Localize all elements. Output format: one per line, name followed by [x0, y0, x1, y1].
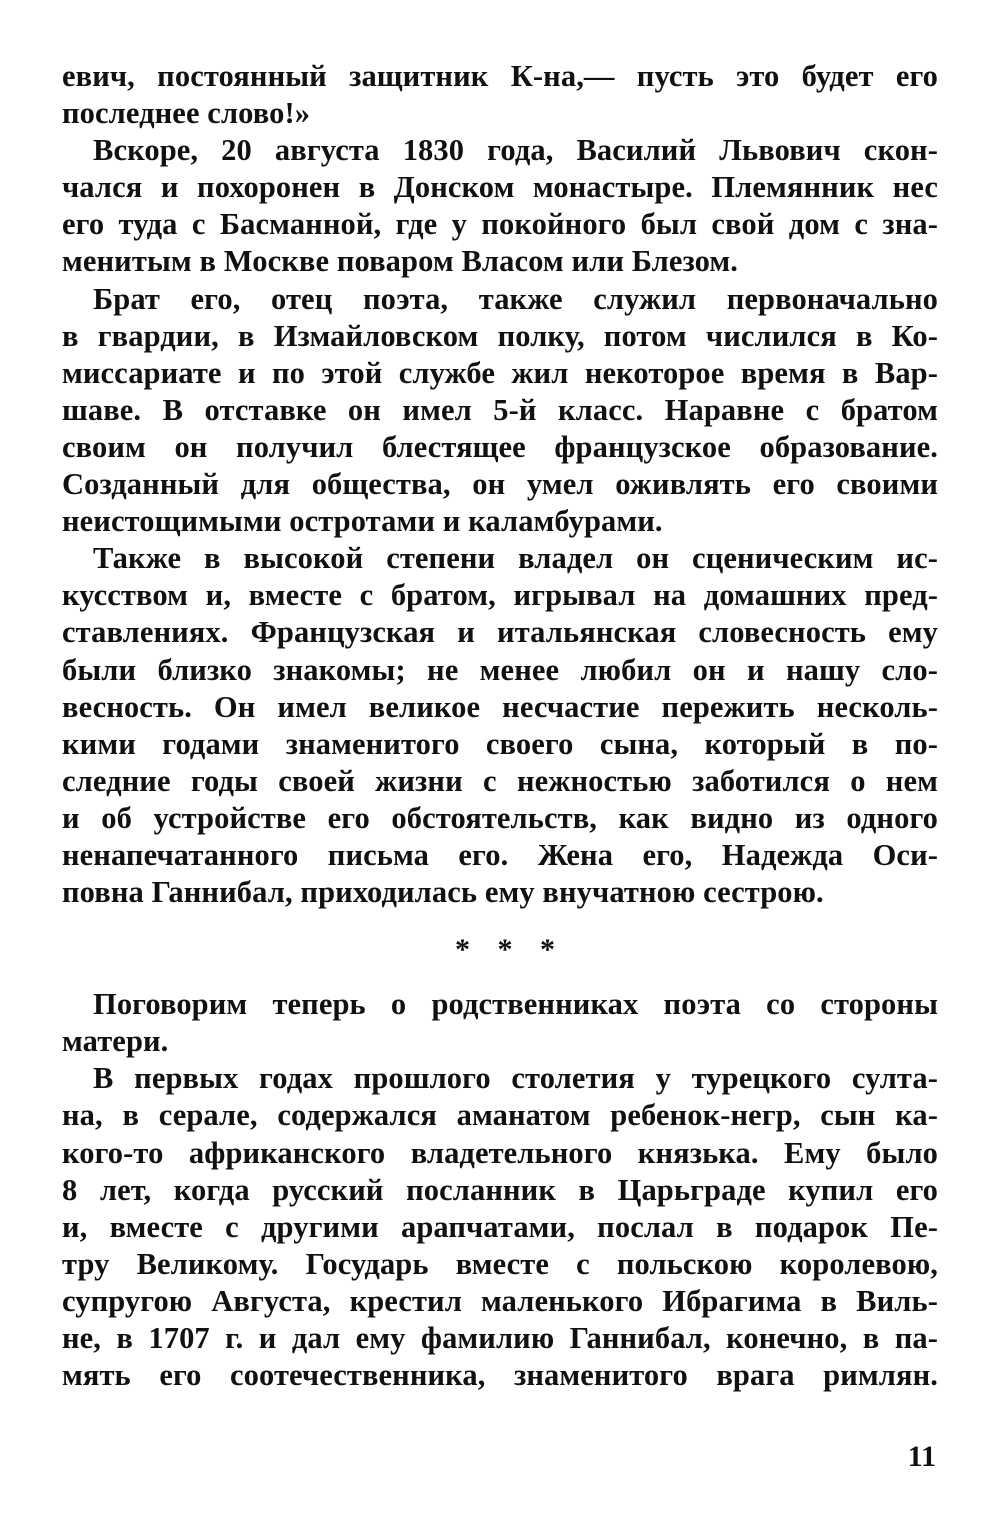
text-line: своим он получил блестящее французское образование. [62, 429, 938, 464]
text-line: кусством и, вместе с братом, игрывал на домашних пред- [62, 578, 938, 613]
paragraph [62, 540, 938, 911]
text-line: евич, постоянный защитник К-на,— пусть это будет его [62, 59, 938, 93]
text-line: В первых годах прошлого столетия у турецкого султа- [93, 1061, 938, 1096]
text-line: матери. [62, 1024, 169, 1059]
text-line: его туда с Басманной, где у покойного был свой дом с зна- [62, 207, 938, 242]
text-line: весность. Он имел великое несчастие пережить несколь- [62, 689, 938, 724]
text-line: Созданный для общества, он умел оживлять его своими [62, 467, 938, 502]
text-line: последнее слово!» [62, 96, 311, 131]
text-line: кого-то африканского владетельного князька. Ему было [62, 1135, 938, 1170]
text-line: 8 лет, когда русский посланник в Царьграде купил его [62, 1172, 938, 1207]
paragraph [62, 1060, 938, 1394]
paragraph [62, 281, 938, 541]
text-line: менитым в Москве поваром Власом или Блезом. [62, 244, 738, 279]
text-line: миссариате и по этой службе жил некоторое время в Вар- [62, 355, 938, 390]
paragraph [62, 986, 938, 1060]
text-line: и, вместе с другими арапчатами, послал в подарок Пе- [62, 1209, 938, 1244]
text-line: в гвардии, в Измайловском полку, потом числился в Ко- [62, 318, 938, 353]
text-line: супругою Августа, крестил маленького Ибрагима в Виль- [62, 1283, 938, 1318]
text-line: Поговорим теперь о родственниках поэта со стороны [93, 987, 938, 1022]
text-line: следние годы своей жизни с нежностью заботился о нем [62, 763, 938, 798]
text-line: чался и похоронен в Донском монастыре. Племянник нес [62, 170, 938, 205]
text-line: кими годами знаменитого своего сына, который в по- [62, 726, 938, 761]
text-line: неистощимыми остротами и каламбурами. [62, 504, 663, 539]
page-number: 11 [907, 1440, 936, 1473]
text-line: не, в 1707 г. и дал ему фамилию Ганнибал, конечно, в па- [62, 1321, 938, 1355]
paragraph [62, 58, 938, 132]
text-line: Также в высокой степени владел он сценическим ис- [93, 541, 938, 576]
text-line: повна Ганнибал, приходилась ему внучатною сестрою. [62, 875, 824, 910]
text-line: были близко знакомы; не менее любил он и нашу сло- [62, 652, 938, 687]
text-line: мять его соотечественника, знаменитого врага римлян. [62, 1358, 938, 1393]
text-line: Брат его, отец поэта, также служил первоначально [93, 281, 938, 316]
text-line: и об устройстве его обстоятельств, как видно из одного [62, 800, 938, 835]
text-line: на, в серале, содержался аманатом ребенок-негр, сын ка- [62, 1098, 938, 1133]
text-line: тру Великому. Государь вместе с польскою королевою, [62, 1246, 938, 1281]
section-separator: * * * [455, 933, 565, 967]
text-line: шаве. В отставке он имел 5-й класс. Наравне с братом [62, 392, 938, 427]
book-page [62, 58, 938, 1394]
paragraph [62, 132, 938, 280]
text-line: ставлениях. Французская и итальянская словесность ему [62, 615, 938, 650]
text-line: Вскоре, 20 августа 1830 года, Василий Львович скон- [93, 133, 938, 168]
text-line: ненапечатанного письма его. Жена его, Надежда Оси- [62, 837, 938, 872]
